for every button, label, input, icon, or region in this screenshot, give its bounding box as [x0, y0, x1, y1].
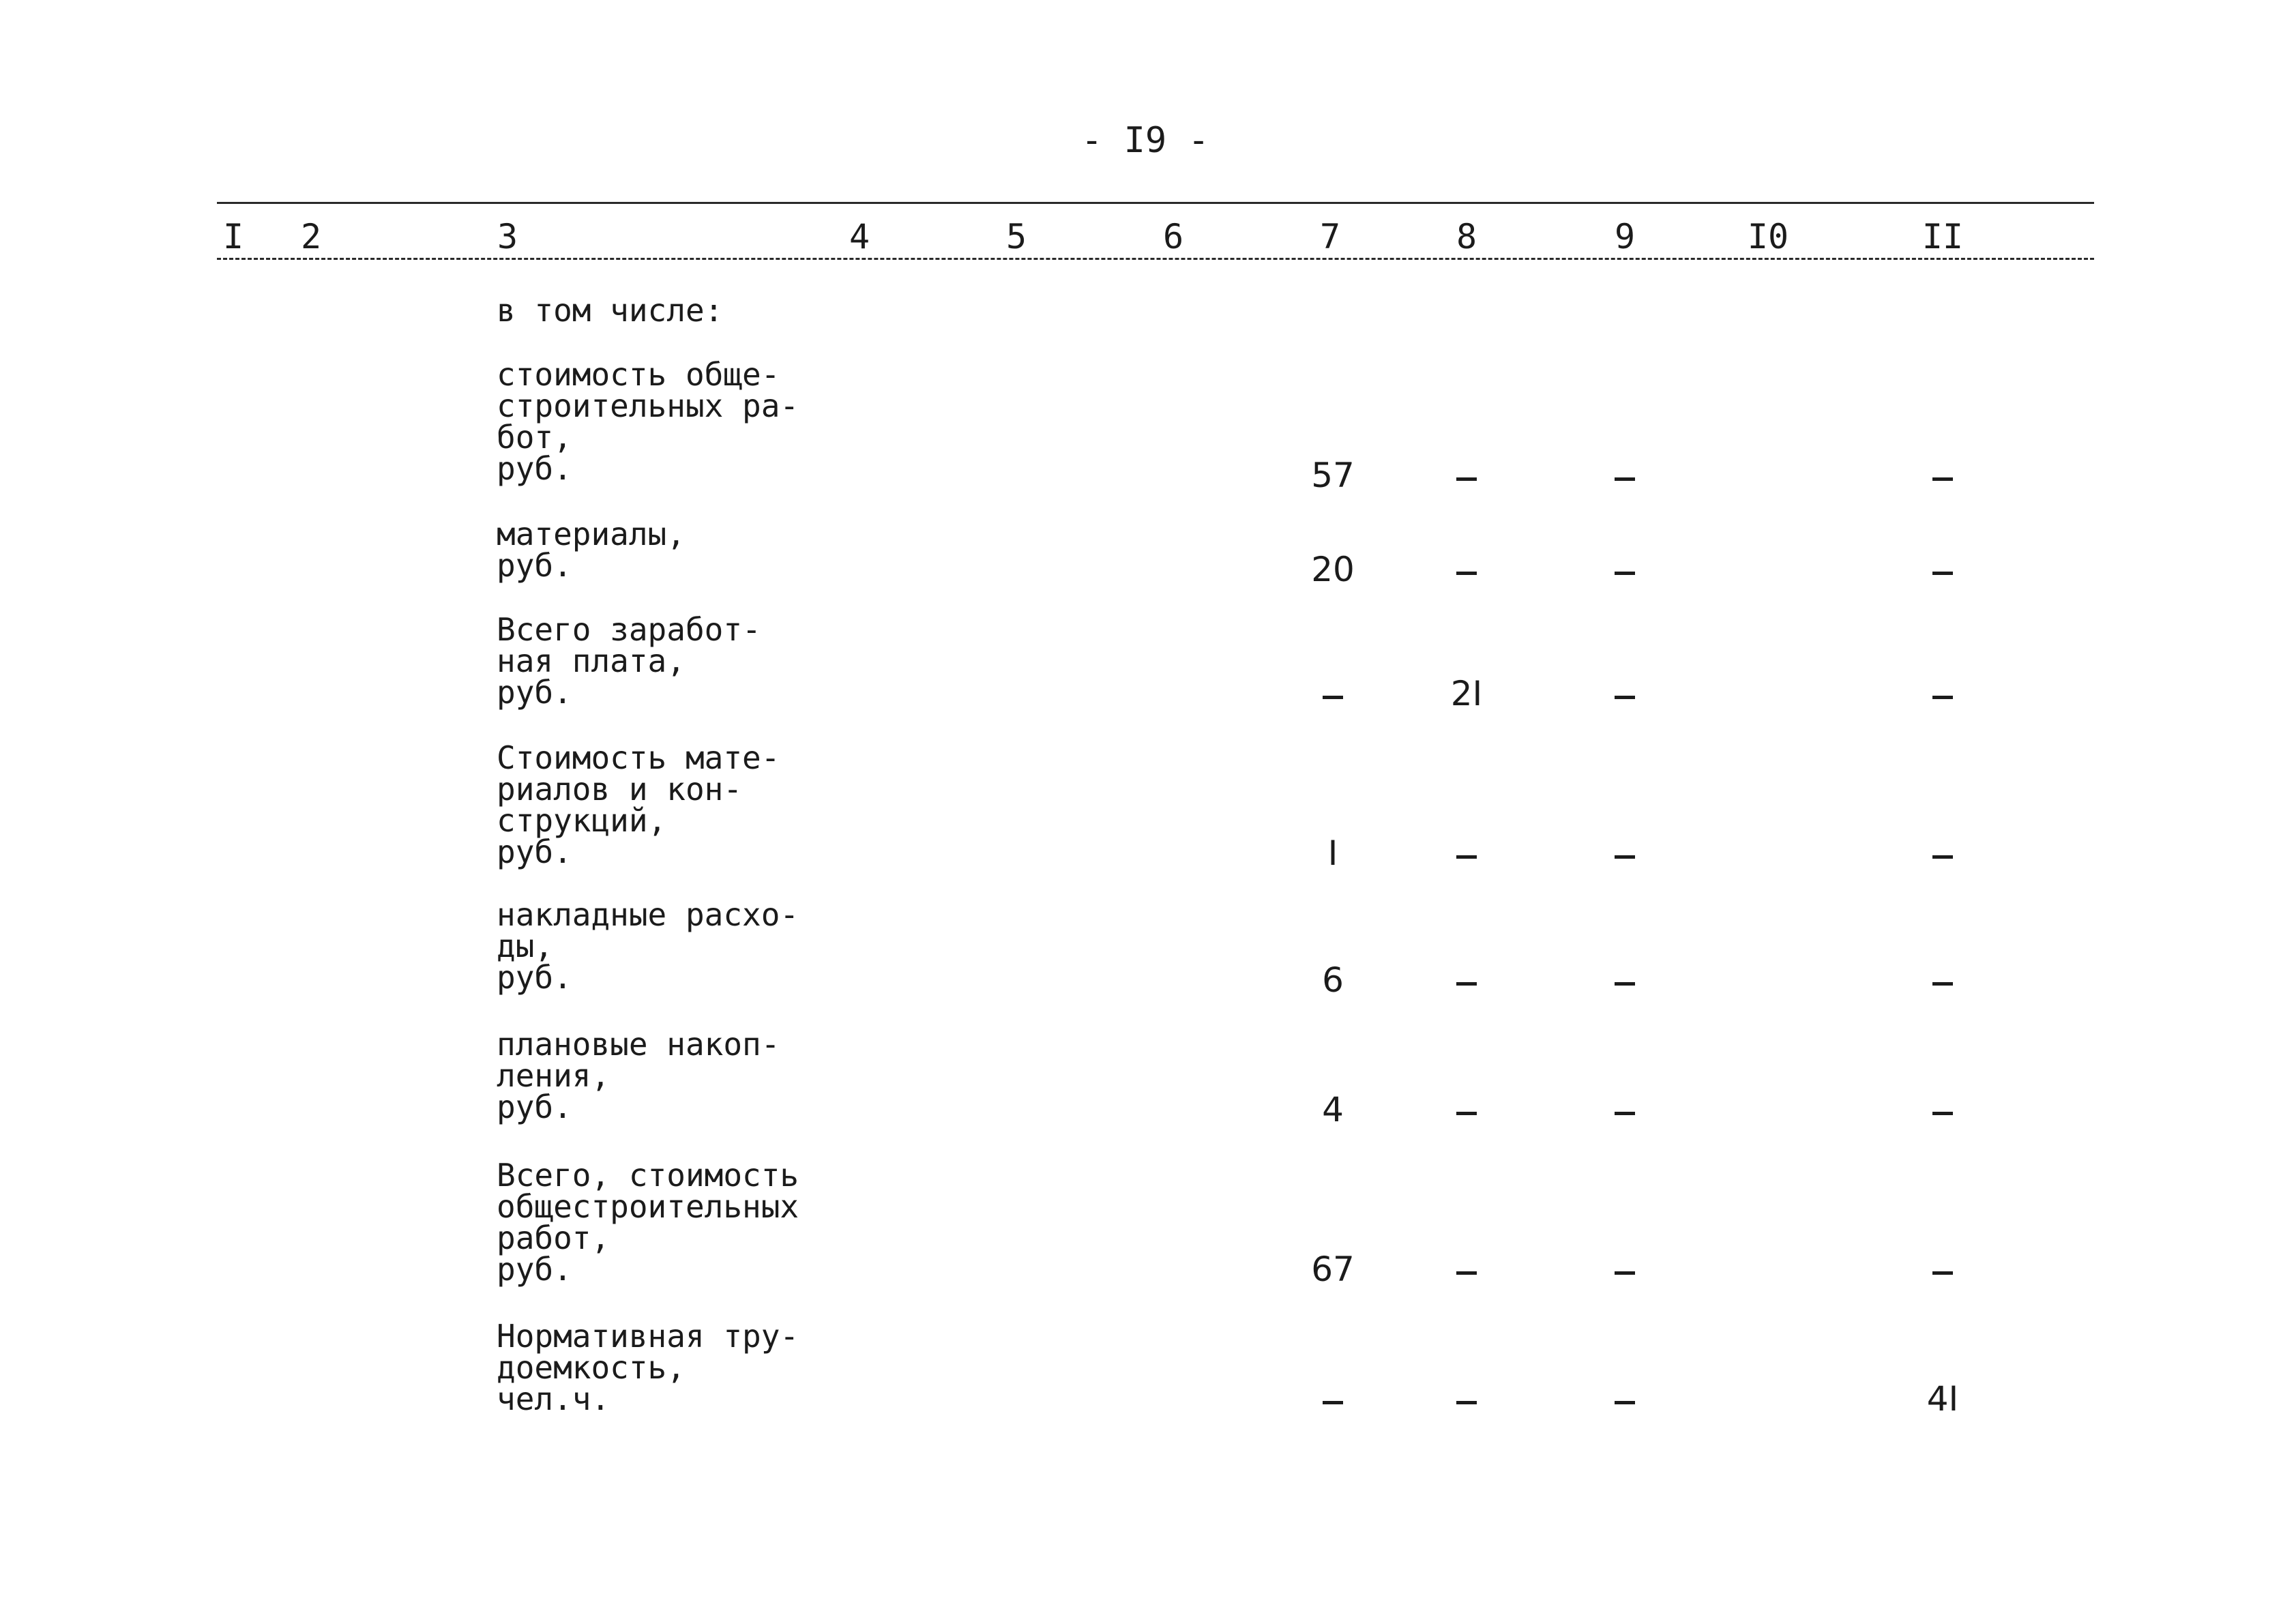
row-5-c11-dash	[1932, 855, 1953, 859]
row-3-c8-dash	[1456, 572, 1477, 575]
row-label-7: плановые накоп- ления, руб.	[497, 1026, 780, 1125]
column-number-1: I	[222, 217, 244, 256]
row-7-c11-dash	[1932, 1112, 1953, 1115]
row-8-c9-dash	[1615, 1271, 1635, 1275]
row-label-2: стоимость обще- строительных ра- бот, руб.	[497, 356, 799, 487]
row-2-c7-value: 57	[1311, 456, 1355, 495]
row-8-c8-dash	[1456, 1271, 1477, 1275]
row-5-c7-value: I	[1327, 833, 1338, 873]
row-6-c11-dash	[1932, 982, 1953, 986]
row-4-c7-dash	[1323, 696, 1343, 699]
table-header-rule	[217, 258, 2094, 260]
row-label-8: Всего, стоимость общестроительных работ, руб.	[497, 1157, 799, 1288]
column-number-9: 9	[1614, 217, 1636, 256]
row-7-c8-dash	[1456, 1112, 1477, 1115]
row-label-3: материалы, руб.	[497, 516, 686, 584]
row-4-c11-dash	[1932, 696, 1953, 699]
row-5-c8-dash	[1456, 855, 1477, 859]
row-4-c8-value: 2I	[1450, 674, 1483, 713]
column-number-6: 6	[1162, 217, 1184, 256]
row-3-c11-dash	[1932, 572, 1953, 575]
column-number-11: II	[1922, 217, 1964, 256]
row-9-c11-value: 4I	[1926, 1379, 1959, 1419]
row-6-c9-dash	[1615, 982, 1635, 986]
column-number-5: 5	[1005, 217, 1027, 256]
column-number-2: 2	[300, 217, 322, 256]
row-6-c8-dash	[1456, 982, 1477, 986]
column-number-10: I0	[1747, 217, 1789, 256]
row-8-c11-dash	[1932, 1271, 1953, 1275]
row-4-c9-dash	[1615, 696, 1635, 699]
column-number-4: 4	[849, 217, 870, 256]
column-number-3: 3	[497, 217, 518, 256]
row-label-4: Всего заработ- ная плата, руб.	[497, 611, 761, 711]
page-number: - I9 -	[1081, 120, 1209, 161]
row-9-c7-dash	[1323, 1401, 1343, 1404]
table-top-rule	[217, 202, 2094, 204]
row-9-c9-dash	[1615, 1401, 1635, 1404]
row-3-c7-value: 20	[1311, 550, 1355, 589]
row-label-6: накладные расхо- ды, руб.	[497, 896, 799, 996]
column-number-8: 8	[1456, 217, 1477, 256]
row-2-c8-dash	[1456, 477, 1477, 481]
row-2-c11-dash	[1932, 477, 1953, 481]
row-5-c9-dash	[1615, 855, 1635, 859]
row-7-c7-value: 4	[1322, 1090, 1344, 1129]
row-8-c7-value: 67	[1311, 1250, 1355, 1289]
row-label-9: Нормативная тру- доемкость, чел.ч.	[497, 1318, 799, 1417]
column-number-7: 7	[1319, 217, 1341, 256]
row-label-1: в том числе:	[497, 292, 724, 329]
row-2-c9-dash	[1615, 477, 1635, 481]
row-9-c8-dash	[1456, 1401, 1477, 1404]
row-6-c7-value: 6	[1322, 960, 1344, 1000]
row-label-5: Стоимость мате- риалов и кон- струкций, руб.	[497, 739, 780, 870]
row-3-c9-dash	[1615, 572, 1635, 575]
row-7-c9-dash	[1615, 1112, 1635, 1115]
